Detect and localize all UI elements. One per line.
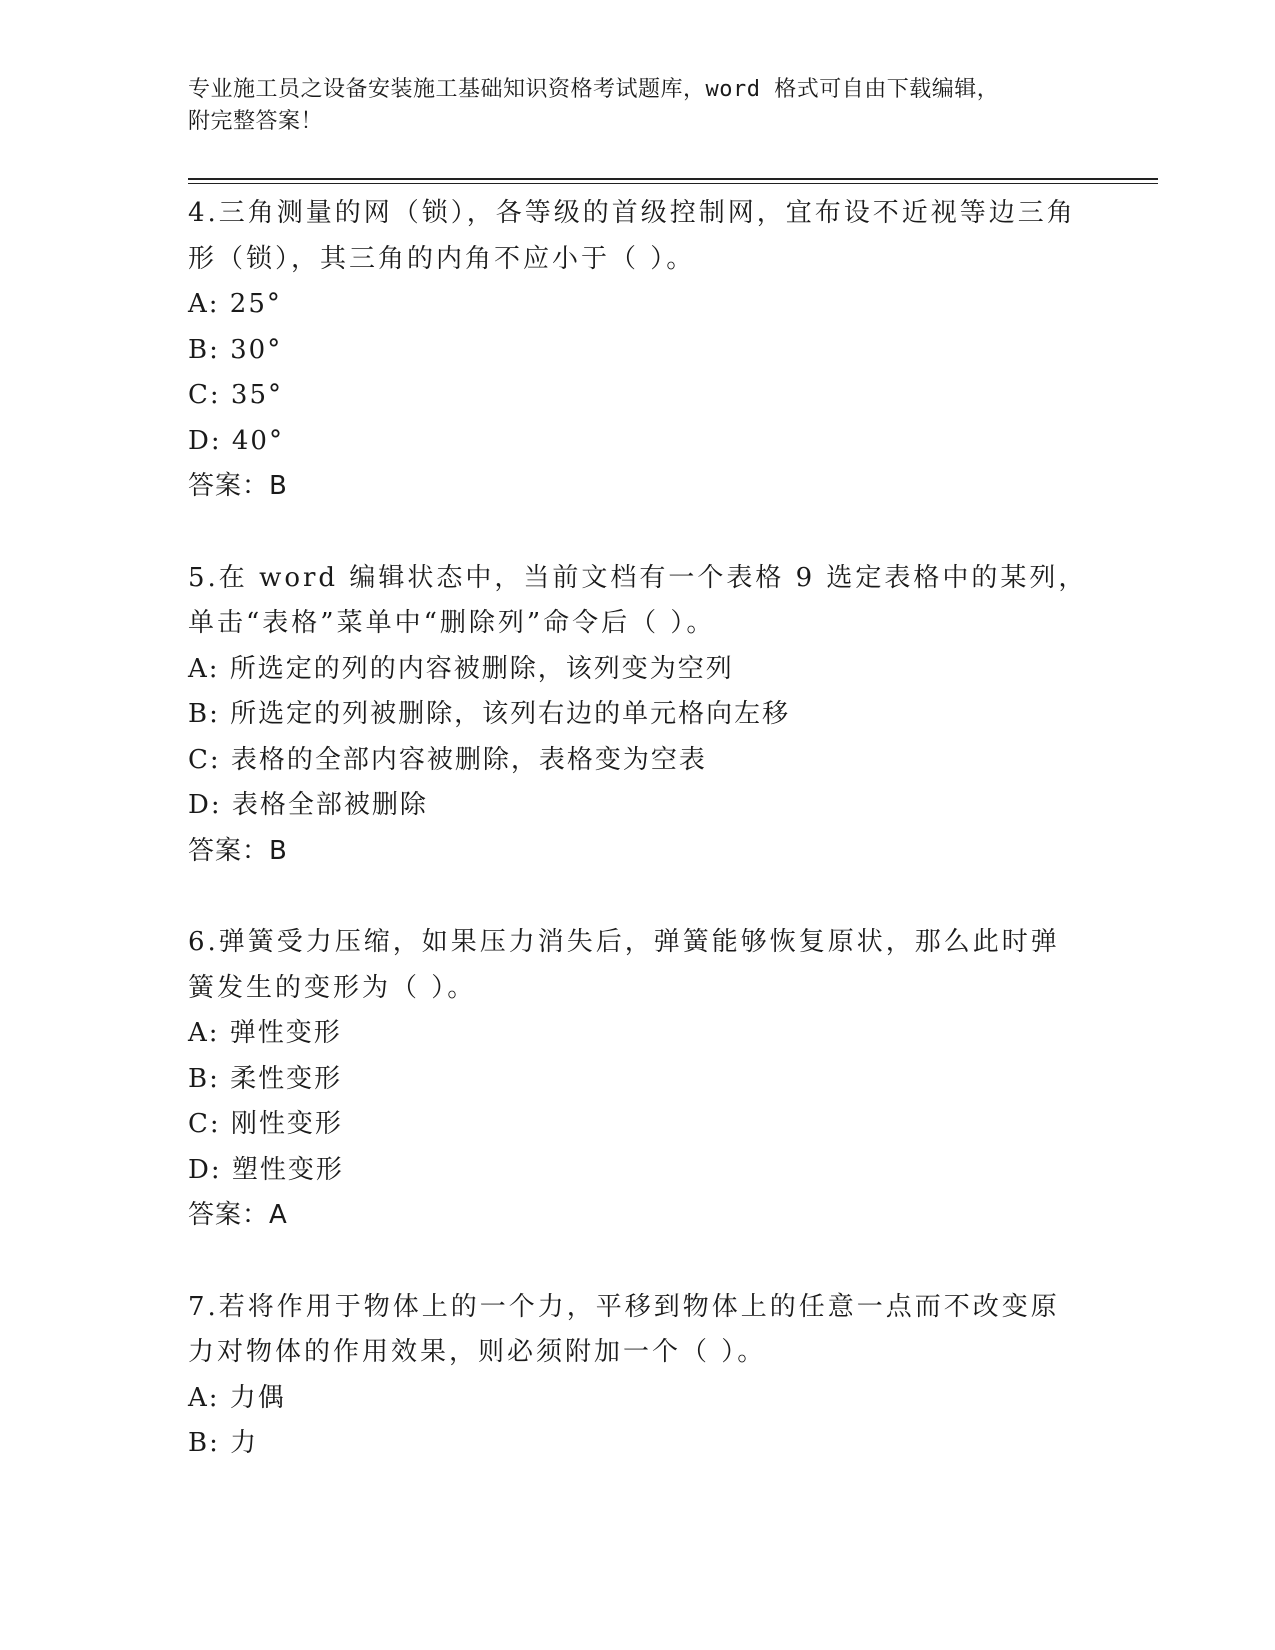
header-line-2: 附完整答案！ (188, 109, 324, 134)
option-d: D: 40° (188, 425, 284, 456)
option-c: C: 刚性变形 (188, 1109, 343, 1139)
option-a: A: 弹性变形 (188, 1018, 342, 1048)
option-b: B: 所选定的列被删除，该列右边的单元格向左移 (188, 699, 791, 729)
option-d: D: 表格全部被删除 (188, 790, 428, 820)
option-b: B: 柔性变形 (188, 1063, 343, 1094)
option-a: A: 力偶 (188, 1382, 286, 1413)
question-text: 6.弹簧受力压缩，如果压力消失后，弹簧能够恢复原状，那么此时弹簧发生的变形为（ ）。 (188, 927, 1060, 1003)
question-text: 7.若将作用于物体上的一个力，平移到物体上的任意一点而不改变原力对物体的作用效果，则必须附加一个（ ）。 (188, 1291, 1060, 1367)
question-4 (188, 191, 1088, 510)
header-line-1: 专业施工员之设备安装施工基础知识资格考试题库，word 格式可自由下载编辑， (188, 77, 1000, 102)
option-a: A: 所选定的列的内容被删除，该列变为空列 (188, 653, 734, 684)
option-c: C: 35° (188, 380, 284, 410)
question-text: 5.在 word 编辑状态中，当前文档有一个表格 9 选定表格中的某列，单击“表格”菜单中“删除列”命令后（ ）。 (188, 562, 1088, 638)
question-5 (188, 556, 1088, 875)
document-header (188, 74, 1088, 138)
option-a: A: 25° (188, 289, 282, 319)
option-b: B: 力 (188, 1428, 259, 1458)
question-list (188, 191, 1088, 1513)
option-c: C: 表格的全部内容被删除，表格变为空表 (188, 744, 707, 775)
question-7 (188, 1285, 1088, 1467)
answer: 答案：B (188, 471, 288, 501)
answer: 答案：A (188, 1200, 288, 1230)
answer: 答案：B (188, 835, 288, 866)
header-divider-thin (188, 183, 1158, 184)
option-b: B: 30° (188, 334, 283, 365)
question-text: 4.三角测量的网（锁），各等级的首级控制网，宜布设不近视等边三角形（锁），其三角的内角不应小于（ ）。 (188, 198, 1076, 274)
header-divider (188, 178, 1158, 180)
question-6 (188, 920, 1088, 1239)
option-d: D: 塑性变形 (188, 1154, 344, 1185)
